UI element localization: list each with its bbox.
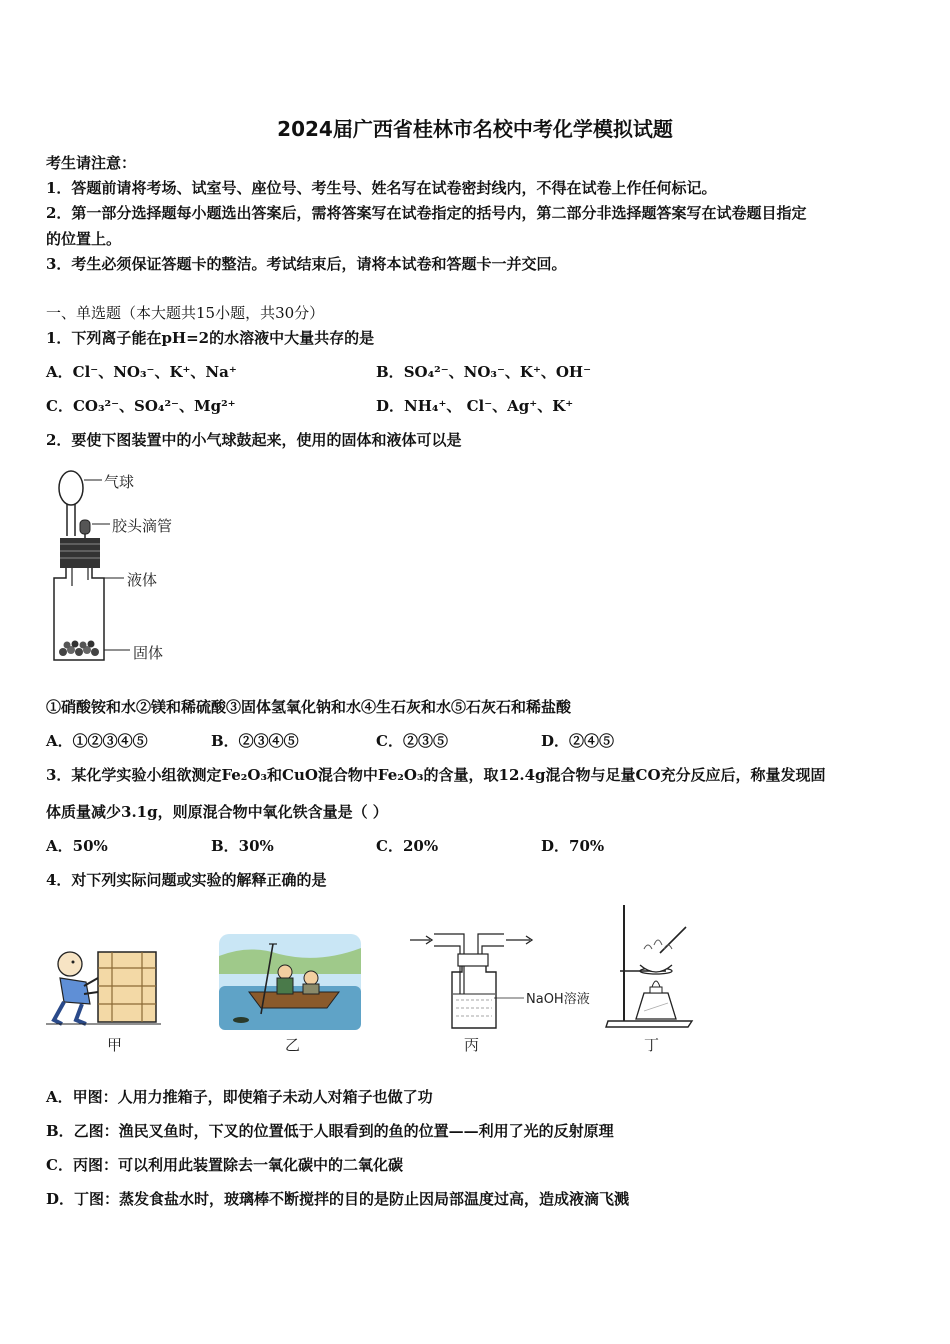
q3-option-b: B．30% (211, 837, 274, 855)
figure-ding-evaporation (604, 903, 696, 1029)
q2-choices-list: ①硝酸铵和水②镁和稀硫酸③固体氢氧化钠和水④生石灰和水⑤石灰石和稀盐酸 (46, 698, 572, 716)
q2-option-b: B．②③④⑤ (211, 732, 299, 750)
q1-option-b (376, 361, 591, 382)
notice-item-3: 3．考生必须保证答题卡的整洁。考试结束后，请将本试卷和答题卡一并交回。 (46, 255, 567, 273)
q1-option-d-label: D． (376, 397, 405, 415)
q4-option-b: B．乙图：渔民叉鱼时，下叉的位置低于人眼看到的鱼的位置——利用了光的反射原理 (46, 1122, 614, 1140)
figure-jia-pushing-box (46, 948, 161, 1028)
q4-stem: 4．对下列实际问题或实验的解释正确的是 (46, 871, 327, 889)
q1-option-c-text: CO₃²⁻、SO₄²⁻、Mg²⁺ (72, 397, 236, 415)
q4-option-a: A．甲图：人用力推箱子，即使箱子未动人对箱子也做了功 (46, 1088, 433, 1106)
balloon-apparatus-figure (44, 464, 204, 668)
notice-heading: 考生请注意： (46, 154, 137, 172)
q4-option-c: C．丙图：可以利用此装置除去一氧化碳中的二氧化碳 (46, 1156, 403, 1174)
notice-item-1: 1．答题前请将考场、试室号、座位号、考生号、姓名写在试卷密封线内，不得在试卷上作任何标记。 (46, 179, 717, 197)
q1-option-a-label: A． (46, 363, 73, 381)
q4-option-d: D．丁图：蒸发食盐水时，玻璃棒不断搅拌的目的是防止因局部温度过高，造成液滴飞溅 (46, 1190, 630, 1208)
label-liquid: 液体 (127, 571, 158, 589)
figure-bing-gas-washing-bottle (408, 928, 540, 1032)
label-balloon: 气球 (104, 473, 135, 491)
q2-stem: 2．要使下图装置中的小气球鼓起来，使用的固体和液体可以是 (46, 431, 462, 449)
page-title: 2024届广西省桂林市名校中考化学模拟试题 (277, 117, 673, 141)
label-dropper: 胶头滴管 (112, 517, 173, 535)
q3-stem-line1: 3．某化学实验小组欲测定Fe₂O₃和CuO混合物中Fe₂O₃的含量，取12.4g混合物与足量CO充分反应后，称量发现固 (46, 766, 826, 784)
caption-bing: 丙 (464, 1036, 480, 1054)
q1-option-b-text: SO₄²⁻、NO₃⁻、K⁺、OH⁻ (403, 363, 592, 381)
q1-option-a (46, 361, 237, 382)
caption-jia: 甲 (107, 1036, 123, 1054)
q3-option-d: D．70% (541, 837, 605, 855)
label-naoh-solution: NaOH溶液 (526, 992, 590, 1007)
caption-yi: 乙 (285, 1036, 301, 1054)
figure-yi-fisherman (219, 934, 361, 1030)
section-heading: 一、单选题（本大题共15小题，共30分） (46, 304, 325, 322)
q1-option-b-label: B． (376, 363, 404, 381)
q1-option-d-text: NH₄⁺、 Cl⁻、Ag⁺、K⁺ (404, 397, 574, 415)
caption-ding: 丁 (644, 1036, 660, 1054)
q1-option-c-label: C． (46, 397, 73, 415)
q1-stem: 1．下列离子能在pH=2的水溶液中大量共存的是 (46, 329, 375, 347)
q2-option-a: A．①②③④⑤ (46, 732, 148, 750)
q1-option-a-text: Cl⁻、NO₃⁻、K⁺、Na⁺ (72, 363, 237, 381)
q3-stem-line2: 体质量减少3.1g，则原混合物中氧化铁含量是（ ） (46, 803, 388, 821)
q1-option-c (46, 395, 236, 416)
notice-item-2: 2．第一部分选择题每小题选出答案后，需将答案写在试卷指定的括号内，第二部分非选择题答案写在试卷题目指定 (46, 204, 807, 222)
q3-option-a: A．50% (46, 837, 108, 855)
label-solid: 固体 (133, 644, 164, 662)
q3-option-c: C．20% (376, 837, 439, 855)
q2-option-c: C．②③⑤ (376, 732, 448, 750)
notice-item-2-cont: 的位置上。 (46, 230, 122, 248)
q1-option-d (376, 395, 573, 416)
q2-option-d: D．②④⑤ (541, 732, 615, 750)
